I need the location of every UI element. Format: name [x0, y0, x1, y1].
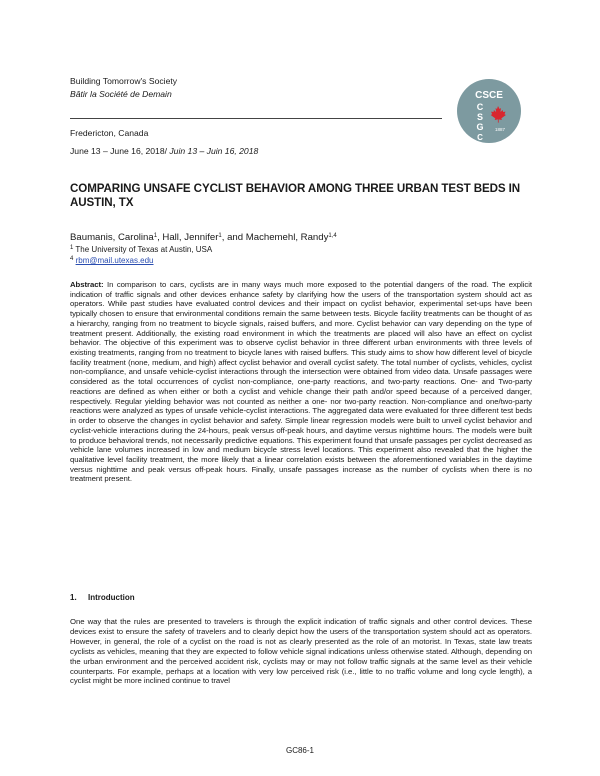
author-3: , and Machemehl, Randy: [221, 232, 329, 243]
author-3-sup: 1,4: [328, 233, 337, 239]
section-number: 1.: [70, 593, 77, 602]
header-rule: [70, 118, 442, 119]
author-2-sup: 1: [218, 233, 222, 239]
csce-logo: [456, 78, 522, 144]
logo-line5: C: [477, 133, 483, 142]
logo-line2: C: [476, 102, 484, 112]
affiliation-1-sup: 1: [70, 245, 74, 251]
affiliation-4-sup: 4: [70, 256, 74, 262]
logo-line4: G: [476, 122, 484, 132]
author-2: , Hall, Jennifer: [157, 232, 219, 243]
author-line: [70, 232, 337, 244]
logo-year: 1887: [494, 127, 506, 132]
affiliation-1: [70, 245, 212, 255]
header-society-fr: Bâtir la Société de Demain: [70, 89, 172, 99]
header-society-en: Building Tomorrow's Society: [70, 76, 178, 86]
page-number: GC86-1: [285, 746, 314, 755]
abstract-label: Abstract:: [70, 280, 104, 289]
author-1: Baumanis, Carolina: [70, 232, 154, 243]
author-1-sup: 1: [153, 233, 158, 239]
affiliation-4: [70, 256, 154, 266]
logo-line1: CSCE: [475, 90, 503, 101]
intro-paragraph: One way that the rules are presented to travelers is through the explicit indication of traffic signals and other control devices. These devices exist to ensure the safety of travelers and to clearly depict how the users of the transportation system should act as operators. However, in general, the role of a cyclist on the road is not as clearly presented as the role of an motorist. In Texas, state law treats cyclists as vehicles, meaning that they are expected to follow vehicle signal indications unless otherwise stated. Although, depending on the urban environment and the perceived accident risk, cyclists may or may not follow traffic signals at the same level as their vehicle counterparts. For example, perhaps at a location with very low perceived risk (i.e., little to no traffic volume and long cycle length), a cyclist might be more inclined continue to travel: [70, 617, 532, 686]
affiliation-1-text: The University of Texas at Austin, USA: [73, 245, 213, 254]
section-heading: [70, 593, 135, 602]
header-location: Fredericton, Canada: [70, 128, 149, 138]
abstract: [70, 280, 532, 484]
logo-line3: S: [476, 112, 484, 122]
abstract-text: In comparison to cars, cyclists are in many ways much more exposed to the potential dangers of the road. The explicit indication of traffic signals and other devices enhance safety by clarifying how the users of the transportation system should act as operators. While past studies have evaluated control devices and their impact on cyclist behavior, experimental set-ups have been typically chosen to ensure that environmental conditions remain the same between tests. Bicycle facility treatments can be thought of as a hierarchy, ranging from no treatment to bicycle signals, raised buffers, and more. Cyclist behavior can vary depending on the type of treatment present. Additionally, the existing road environment in which the treatments are placed will also have an effect on cyclist behavior. The objective of this experiment was to observe cyclist behavior in three different urban environments with three levels of existing treatments, ranging from no treatment to bicycle lanes with raised buffers. This study aims to show how different level of bicycle facility treatment (none, medium, and high) affect cyclist behavior and overall cyclist safety. The total number of cyclists, vehicles, cyclist non-compliance, and unsafe vehicle-cyclist interactions through the intersection were obtained from video data. Unsafe passages were considered as the total occurrences of cyclist non-compliance, one-party reactions, and two-party reactions. One- and Two-party reactions are defined as when either or both a cyclist and vehicle change their path and/or speed because of a perceived danger, respectively. Regular yielding behavior was not counted as neither a one- nor two-party reaction. Non-compliance and one/two-party reactions were analyzed as types of unsafe vehicle-cyclist interactions. The aggregated data were evaluated for three different test beds in order to observe the changes in cyclist behavior and safety. Simple linear regression models were built to unveil cyclist behavior and cyclist-vehicle interactions during the 24-hours, peak versus off-peak hours, and daytime versus nighttime hours. The models were built to produce behavioral trends, not necessarily predictive equations. This experiment found that unsafe passages per cyclist decreased as vehicle lane volumes increased in low and medium bicycle stress level locations. This experiment also revealed that the higher the qualitative level facility treatment, the more likely that a linear correlation exists between the aforementioned variables in the daytime versus nighttime and peak versus off-peak hours. Finally, unsafe passages increase as the number of cyclists when there is no treatment present.: [70, 280, 532, 484]
dates-fr: Juin 13 – Juin 16, 2018: [167, 146, 259, 156]
paper-title: COMPARING UNSAFE CYCLIST BEHAVIOR AMONG THREE URBAN TEST BEDS IN AUSTIN, TX: [70, 182, 521, 209]
email-link[interactable]: rbm@mail.utexas.edu: [75, 256, 154, 265]
section-title: Introduction: [88, 593, 135, 602]
logo-circle: [457, 79, 521, 143]
header-dates: [70, 146, 258, 157]
dates-en: June 13 – June 16, 2018/: [70, 146, 167, 156]
